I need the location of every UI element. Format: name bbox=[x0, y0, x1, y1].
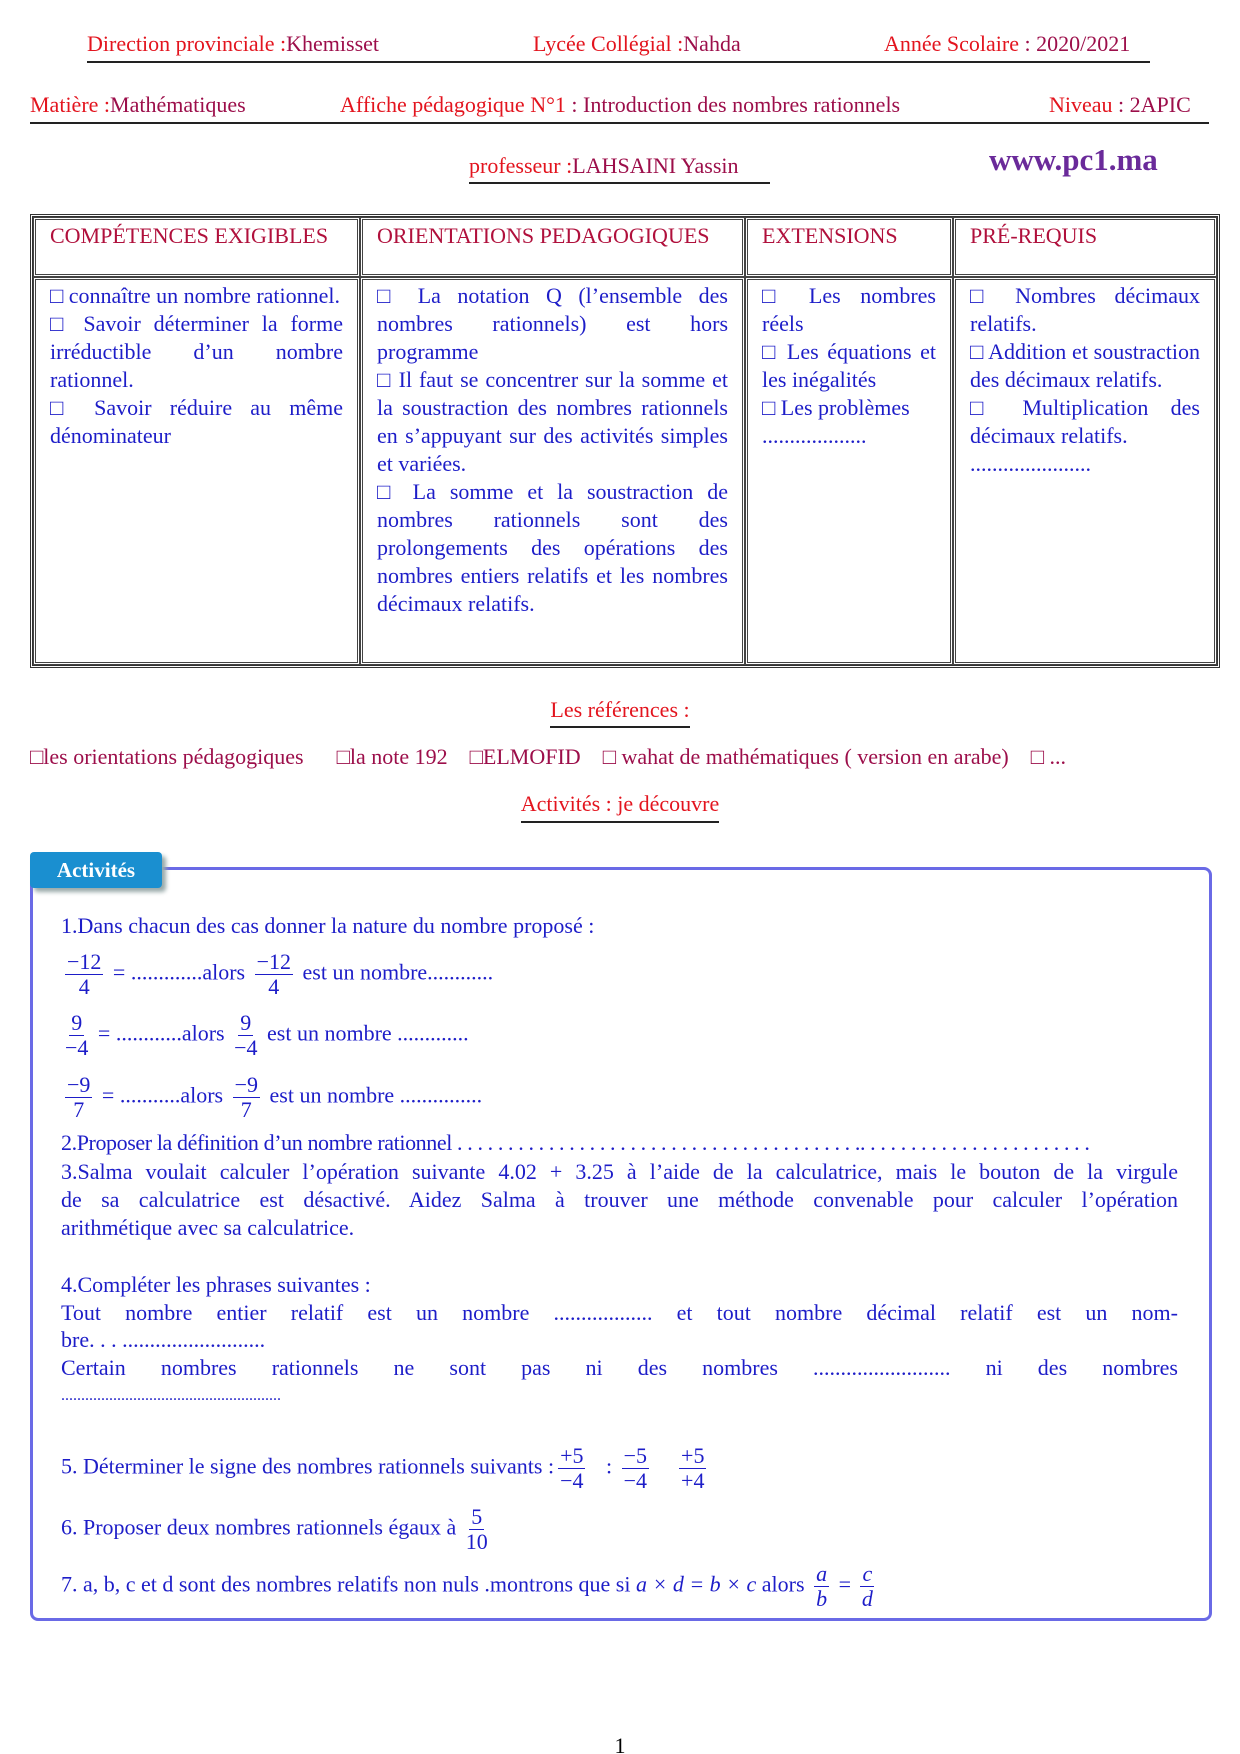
reference-item: □ELMOFID bbox=[469, 744, 581, 769]
reference-item: □ ... bbox=[1030, 744, 1067, 769]
fraction bbox=[814, 1562, 829, 1611]
fraction bbox=[255, 950, 293, 999]
fraction bbox=[558, 1444, 585, 1493]
q1-row bbox=[61, 1011, 469, 1060]
matiere-label: Matière : bbox=[30, 92, 111, 117]
numerator: c bbox=[862, 1561, 873, 1586]
denominator: −4 bbox=[623, 1468, 648, 1493]
header-rule-1 bbox=[87, 61, 1150, 63]
annee-value: 2020/2021 bbox=[1036, 31, 1131, 56]
matiere-value: Mathématiques bbox=[110, 92, 246, 117]
denominator: b bbox=[816, 1586, 828, 1611]
list-item: □ Savoir réduire au même dénominateur bbox=[50, 395, 343, 448]
question-6-text: 6. Proposer deux nombres rationnels égaux à bbox=[61, 1514, 462, 1540]
list-item: ................... bbox=[762, 423, 867, 448]
answer-blank: = ...........alors bbox=[96, 1082, 229, 1108]
question-7 bbox=[61, 1562, 878, 1611]
equals-sign: = bbox=[833, 1571, 857, 1597]
table-row bbox=[33, 277, 1217, 665]
niveau-value: 2APIC bbox=[1129, 92, 1191, 117]
affiche bbox=[340, 92, 900, 118]
question-5 bbox=[61, 1444, 710, 1493]
references-list bbox=[30, 744, 1066, 770]
math-expression: a × d = b × c bbox=[635, 1571, 757, 1597]
denominator: +4 bbox=[681, 1468, 705, 1493]
list-item: □ Les problèmes bbox=[762, 395, 910, 420]
list-item: ...................... bbox=[970, 451, 1091, 476]
nature-blank: est un nombre............ bbox=[297, 959, 494, 985]
list-item: □ Nombres décimaux relatifs. bbox=[970, 283, 1200, 336]
header-extensions: EXTENSIONS bbox=[745, 217, 953, 277]
numerator: −12 bbox=[256, 949, 292, 974]
fraction bbox=[622, 1444, 649, 1493]
denominator: 10 bbox=[465, 1529, 488, 1554]
fraction bbox=[65, 1011, 88, 1060]
fraction bbox=[65, 950, 103, 999]
numerator: −5 bbox=[623, 1443, 648, 1468]
direction-label: Direction provinciale : bbox=[87, 31, 287, 56]
denominator: −4 bbox=[234, 1035, 258, 1060]
answer-blank: = .............alors bbox=[107, 959, 251, 985]
list-item: □ Savoir déterminer la forme irréductible d’un nombre rationnel. bbox=[50, 311, 343, 392]
question-4: 4.Compléter les phrases suivantes : bbox=[61, 1272, 371, 1297]
page-number: 1 bbox=[614, 1733, 626, 1754]
header-orientations: ORIENTATIONS PEDAGOGIQUES bbox=[360, 217, 745, 277]
question-7-text: 7. a, b, c et d sont des nombres relatifs non nuls .montrons que si bbox=[61, 1571, 636, 1597]
fraction bbox=[679, 1444, 706, 1493]
fraction bbox=[860, 1562, 874, 1611]
activities-tab: Activités bbox=[30, 852, 162, 888]
q1-row bbox=[61, 950, 493, 999]
list-item: □ Multiplication des décimaux relatifs. bbox=[970, 395, 1200, 448]
question-4-line: bre. . . .......................... bbox=[61, 1327, 266, 1352]
numerator: +5 bbox=[560, 1443, 584, 1468]
niveau-label: Niveau bbox=[1049, 92, 1113, 117]
nature-blank: est un nombre ............. bbox=[261, 1020, 469, 1046]
list-item: □ Il faut se concentrer sur la somme et la soustraction des nombres rationnels en s’appuyant sur des activités simples et variées. bbox=[377, 367, 728, 476]
list-item: □ La notation Q (l’ensemble des nombres rationnels) est hors programme bbox=[377, 283, 728, 364]
professeur bbox=[469, 153, 739, 179]
numerator: −12 bbox=[67, 949, 102, 974]
numerator: +5 bbox=[681, 1443, 705, 1468]
denominator: 7 bbox=[240, 1097, 252, 1122]
fraction bbox=[466, 1505, 488, 1554]
list-item: □ Les équations et les inégalités bbox=[762, 339, 936, 392]
list-item: □ Les nombres réels bbox=[762, 283, 936, 336]
lycee-value: Nahda bbox=[683, 31, 741, 56]
alors-text: alors bbox=[756, 1571, 811, 1597]
niveau-sep: : bbox=[1112, 92, 1130, 117]
question-2: 2.Proposer la définition d’un nombre rationnel . . . . . . . . . . . . . . . . . . . . . . . . . . . . . . . . . . . . . . . .. . . . . . . . . . . . . . . . . . . . . . . bbox=[61, 1130, 1090, 1155]
denominator: 4 bbox=[268, 974, 280, 999]
denominator: −4 bbox=[65, 1035, 89, 1060]
direction-value: Khemisset bbox=[286, 31, 380, 56]
affiche-value: Introduction des nombres rationnels bbox=[583, 92, 901, 117]
question-4-line: Certain nombres rationnels ne sont pas ni des nombres ......................... ni des nombres bbox=[61, 1355, 1178, 1380]
annee bbox=[884, 31, 1130, 57]
denominator: −4 bbox=[560, 1468, 584, 1493]
table-header-row bbox=[33, 217, 1217, 277]
affiche-sep: : bbox=[565, 92, 584, 117]
q1-row bbox=[61, 1073, 482, 1122]
separator: : bbox=[600, 1453, 618, 1479]
cell-prerequis bbox=[953, 277, 1217, 665]
references-title: Les références : bbox=[550, 697, 689, 728]
question-1: 1.Dans chacun des cas donner la nature du nombre proposé : bbox=[61, 913, 595, 938]
numerator: −9 bbox=[234, 1072, 259, 1097]
direction bbox=[87, 31, 379, 57]
lycee-label: Lycée Collégial : bbox=[533, 31, 684, 56]
question-3-line: 3.Salma voulait calculer l’opération suivante 4.02 + 3.25 à l’aide de la calculatrice, mais le bouton de la virgule bbox=[61, 1159, 1178, 1184]
prof-value: LAHSAINI Yassin bbox=[572, 153, 739, 178]
reference-item: □les orientations pédagogiques bbox=[30, 744, 304, 769]
activities-heading-wrap bbox=[0, 791, 1240, 817]
nature-blank: est un nombre ............... bbox=[264, 1082, 483, 1108]
list-item: □ La somme et la soustraction de nombres rationnels sont des prolongements des opérations des nombres entiers relatifs et les nombres décimaux relatifs. bbox=[377, 479, 728, 616]
numerator: 5 bbox=[471, 1504, 483, 1529]
numerator: −9 bbox=[67, 1072, 91, 1097]
references-title-wrap bbox=[0, 697, 1240, 723]
cell-extensions bbox=[745, 277, 953, 665]
question-3-line: arithmétique avec sa calculatrice. bbox=[61, 1215, 355, 1240]
header-prerequis: PRÉ-REQUIS bbox=[953, 217, 1217, 277]
reference-item: □ wahat de mathématiques ( version en arabe) bbox=[602, 744, 1009, 769]
prof-label: professeur : bbox=[469, 153, 573, 178]
question-4-line: ....................................................... bbox=[61, 1387, 281, 1404]
activities-heading: Activités : je découvre bbox=[521, 791, 720, 823]
list-item: □ Addition et soustraction des décimaux relatifs. bbox=[970, 339, 1200, 392]
fraction bbox=[233, 1073, 260, 1122]
answer-blank: = ............alors bbox=[92, 1020, 231, 1046]
cell-competences bbox=[33, 277, 360, 665]
question-6 bbox=[61, 1505, 492, 1554]
matiere bbox=[30, 92, 246, 118]
site-logo: www.pc1.ma bbox=[989, 142, 1158, 177]
denominator: 7 bbox=[73, 1097, 85, 1122]
cell-orientations bbox=[360, 277, 745, 665]
affiche-label: Affiche pédagogique N°1 bbox=[340, 92, 566, 117]
annee-sep: : bbox=[1019, 31, 1037, 56]
question-3-line: de sa calculatrice est désactivé. Aidez Salma à trouver une méthode convenable pour calculer l’opération bbox=[61, 1187, 1178, 1212]
niveau bbox=[1049, 92, 1191, 118]
competences-table bbox=[30, 214, 1220, 668]
prof-rule bbox=[469, 182, 770, 184]
question-4-line: Tout nombre entier relatif est un nombre .................. et tout nombre décimal relatif est un nom- bbox=[61, 1300, 1178, 1325]
question-5-text: 5. Déterminer le signe des nombres rationnels suivants : bbox=[61, 1453, 555, 1479]
fraction bbox=[65, 1073, 92, 1122]
reference-item: □la note 192 bbox=[336, 744, 448, 769]
list-item: □ connaître un nombre rationnel. bbox=[50, 283, 341, 308]
header-competences: COMPÉTENCES EXIGIBLES bbox=[33, 217, 360, 277]
numerator: a bbox=[816, 1561, 828, 1586]
annee-label: Année Scolaire bbox=[884, 31, 1019, 56]
lycee bbox=[533, 31, 741, 57]
denominator: 4 bbox=[78, 974, 90, 999]
fraction bbox=[234, 1011, 257, 1060]
header-rule-2 bbox=[30, 122, 1209, 124]
denominator: d bbox=[861, 1586, 873, 1611]
numerator: 9 bbox=[71, 1010, 83, 1035]
numerator: 9 bbox=[240, 1010, 252, 1035]
